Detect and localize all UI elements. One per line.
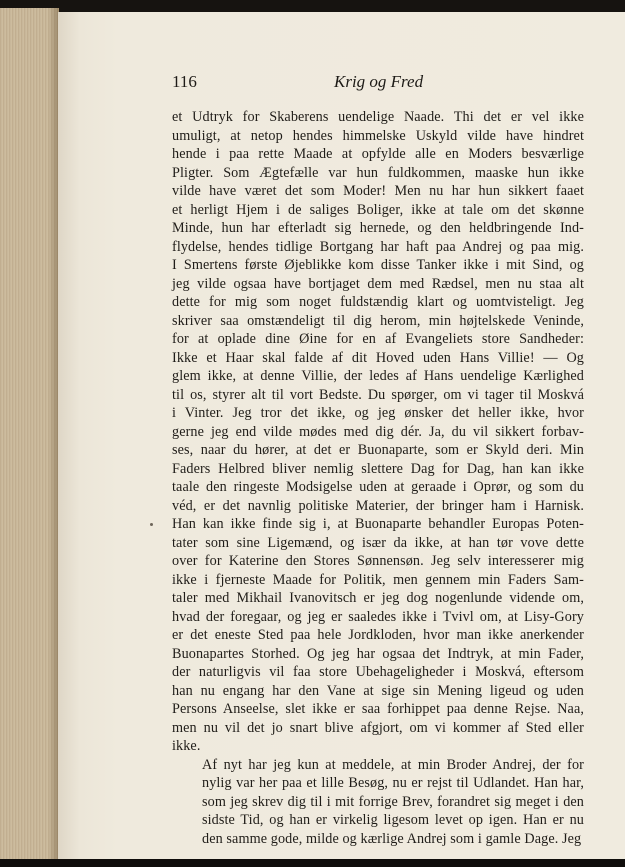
text-line: umuligt, at netop hendes himmelske Uskyld vilde have hindret bbox=[172, 127, 584, 144]
text-line: flydelse, hendes tidlige Bortgang har haft paa Andrej og paa mig. bbox=[172, 238, 584, 255]
text-line: et Udtryk for Skaberens uendelige Naade. Thi det er vel ikke bbox=[172, 109, 584, 125]
text-line: I Smertens første Øjeblikke kom disse Tanker ikke i mit Sind, og bbox=[172, 257, 584, 273]
text-line: men nu vil det jo snart blive afgjort, om vi kommer af Sted eller bbox=[172, 719, 584, 736]
text-line: vilde have været det som Moder! Men nu har hun sikkert faaet bbox=[172, 183, 584, 199]
page-header bbox=[172, 72, 592, 94]
page-edges bbox=[0, 8, 59, 859]
text-line: et herligt Hjem i de saliges Boliger, ikke at tale om det skønne bbox=[172, 201, 584, 218]
text-line: Buonapartes Storhed. Og jeg har ogsaa det Indtryk, at min Fader, bbox=[172, 645, 584, 662]
text-line: hvad der foregaar, og jeg er saaledes ikke i Tvivl om, at Lisy-Gory bbox=[172, 608, 584, 625]
text-line: Faders Helbred bliver nemlig slettere Dag for Dag, han kan ikke bbox=[172, 460, 584, 477]
text-line: gerne jeg end vilde mødes med dig dér. Ja, du vil sikkert forbav- bbox=[172, 423, 584, 440]
text-line: hende i paa rette Maade at opfylde alle en Moders besværlige bbox=[172, 146, 584, 162]
paragraph bbox=[172, 108, 584, 756]
text-line: ses, naar du hører, at det er Buonaparte, som er Skyld deri. Min bbox=[172, 442, 584, 458]
text-line: taler med Mikhail Ivanovitsch er jeg dog nogenlunde vidende om, bbox=[172, 590, 584, 606]
print-speck bbox=[150, 523, 153, 526]
paragraph bbox=[172, 756, 584, 849]
text-line: i Vinter. Jeg tror det ikke, og jeg ønsker det heller ikke, hvor bbox=[172, 405, 584, 421]
page-number: 116 bbox=[172, 72, 197, 91]
text-line: Ikke et Haar skal falde af dit Hoved uden Hans Villie! — Og bbox=[172, 349, 584, 366]
text-line: taale den ringeste Modsigelse uden at geraade i Oprør, og som du bbox=[172, 479, 584, 495]
text-line: som jeg skrev dig til i mit forrige Brev, forandret sig meget i den bbox=[202, 793, 584, 810]
text-line: véd, er det navnlig politiske Materier, der bringer ham i Harnisk. bbox=[172, 497, 584, 514]
text-line: til os, styrer alt til vort Bedste. Du spørger, om vi tager til Moskvá bbox=[172, 386, 584, 403]
text-line: Pligter. Som Ægtefælle var hun fuldkommen, maaske hun ikke bbox=[172, 164, 584, 181]
running-title: Krig og Fred bbox=[334, 72, 424, 91]
text-line: tater som sine Ligemænd, og især da ikke, at han tør vove dette bbox=[172, 534, 584, 551]
text-line: skriver saa omstændeligt til dig herom, min højtelskede Veninde, bbox=[172, 312, 584, 329]
body-text bbox=[172, 108, 584, 848]
text-line: ikke. bbox=[172, 738, 201, 754]
text-line: der naturligvis vil faa store Ubehageligheder i Moskvá, eftersom bbox=[172, 664, 584, 680]
text-line: sidste Tid, og han er virkelig ligesom levet op igen. Han er nu bbox=[202, 812, 584, 828]
text-line: for at oplade dine Øine for en af Evangeliets store Sandheder: bbox=[172, 331, 584, 347]
bottom-shadow bbox=[0, 859, 625, 867]
text-line: er det eneste Sted paa hele Jordkloden, hvor man ikke anerkender bbox=[172, 627, 584, 643]
text-line: nylig var her paa et lille Besøg, nu er rejst til Udlandet. Han har, bbox=[202, 775, 584, 791]
text-line: jeg vilde ogsaa have bortjaget dem med Rædsel, men nu staa alt bbox=[172, 275, 584, 292]
text-line: den samme gode, milde og kærlige Andrej som i gamle Dage. Jeg bbox=[202, 830, 582, 847]
text-line: Af nyt har jeg kun at meddele, at min Broder Andrej, der for bbox=[202, 756, 584, 773]
text-line: ikke i fjerneste Maade for Politik, men gennem min Faders Sam- bbox=[172, 571, 584, 588]
text-line: dette for mig som noget fuldstændig klart og uomtvisteligt. Jeg bbox=[172, 294, 584, 310]
text-line: over for Katerine den Stores Sønnensøn. Jeg selv interesserer mig bbox=[172, 553, 584, 569]
text-line: Minde, hun har efterladt sig hernede, og den heldbringende Ind- bbox=[172, 220, 584, 236]
text-line: han nu engang har den Vane at sige sin Mening ligeud og uden bbox=[172, 682, 584, 699]
text-line: Persons Anseelse, slet ikke er saa forhippet paa denne Rejse. Naa, bbox=[172, 701, 584, 717]
text-line: glem ikke, at denne Villie, der ledes af Hans uendelige Kærlighed bbox=[172, 368, 584, 384]
text-line: Han kan ikke finde sig i, at Buonaparte behandler Europas Poten- bbox=[172, 516, 584, 532]
